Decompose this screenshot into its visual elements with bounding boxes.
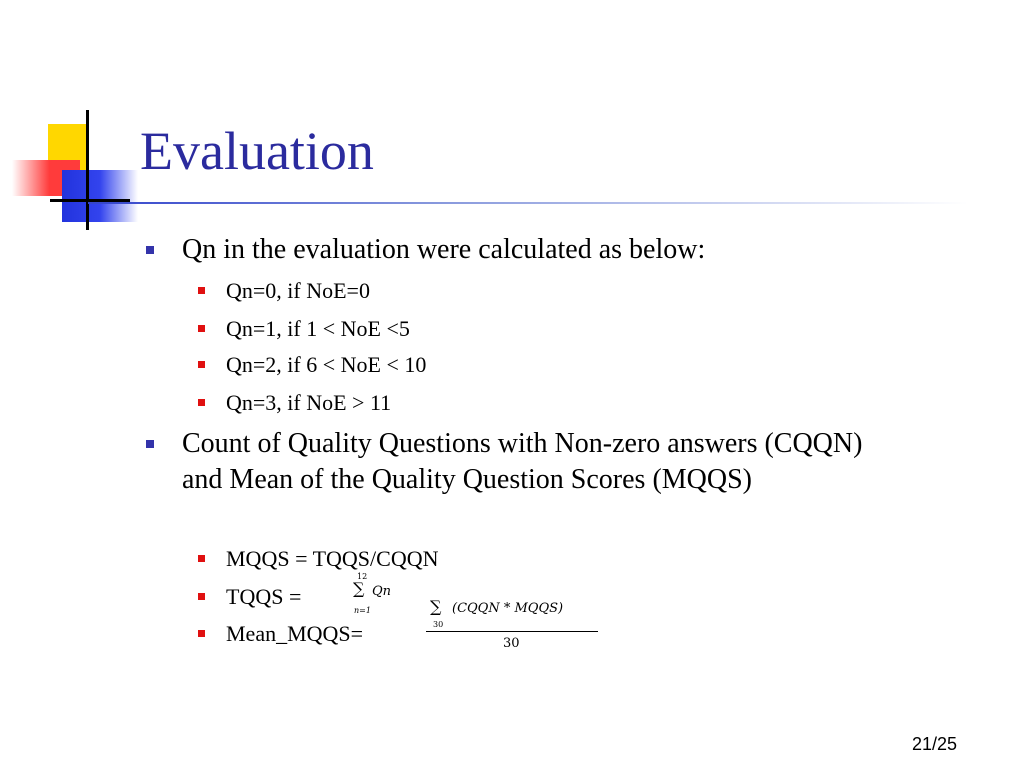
sub-bullet-qn2 [226, 352, 426, 378]
slide-title: Evaluation [140, 121, 374, 181]
sub-bullet-mean-mqqs [226, 621, 363, 647]
tqqs-term: Qn [372, 584, 392, 599]
square-bullet-icon [198, 630, 205, 637]
page-number: 21/25 [912, 734, 958, 754]
square-bullet-icon [146, 440, 154, 448]
square-bullet-icon [146, 246, 154, 254]
bullet-qn-calculation [182, 232, 902, 268]
square-bullet-icon [198, 555, 205, 562]
sub-bullet-text: Mean_MQQS= [226, 621, 364, 646]
sub-bullet-qn0 [226, 278, 370, 304]
sub-bullet-tqqs [226, 584, 301, 610]
mean-sum-subscript: 30 [433, 620, 444, 629]
sub-bullet-text: MQQS = TQQS/CQQN [226, 546, 439, 571]
sub-bullet-qn1 [226, 316, 410, 342]
square-bullet-icon [198, 399, 205, 406]
vertical-line-decoration [86, 110, 89, 230]
square-bullet-icon [198, 593, 205, 600]
sub-bullet-text: Qn=1, if 1 < NoE <5 [226, 316, 410, 341]
title-underline-rule [88, 202, 968, 204]
sub-bullet-text: Qn=2, if 6 < NoE < 10 [226, 352, 427, 377]
sub-bullet-text: Qn=0, if NoE=0 [226, 278, 370, 303]
square-bullet-icon [198, 325, 205, 332]
sub-bullet-text: Qn=3, if NoE > 11 [226, 390, 392, 415]
tqqs-sigma: ∑ [353, 579, 365, 598]
square-bullet-icon [198, 361, 205, 368]
bullet-cqqn-mqqs [182, 426, 902, 498]
sub-bullet-qn3 [226, 390, 391, 416]
tqqs-sum-lower: n=1 [354, 606, 371, 615]
square-bullet-icon [198, 287, 205, 294]
blue-square-decoration [62, 170, 138, 222]
sub-bullet-mqqs [226, 546, 438, 572]
tqqs-sum-upper: 12 [357, 572, 368, 581]
sub-bullet-text: TQQS = [226, 584, 302, 609]
mean-numerator: (CQQN * MQQS) [452, 601, 564, 616]
mean-sigma: ∑ [430, 597, 442, 616]
bullet-text: Count of Quality Questions with Non-zero answers (CQQN) and Mean of the Quality Question Scores (MQQS) [182, 428, 863, 495]
bullet-text: Qn in the evaluation were calculated as below: [182, 234, 706, 265]
mean-denominator: 30 [503, 636, 520, 651]
fraction-bar [426, 631, 598, 632]
